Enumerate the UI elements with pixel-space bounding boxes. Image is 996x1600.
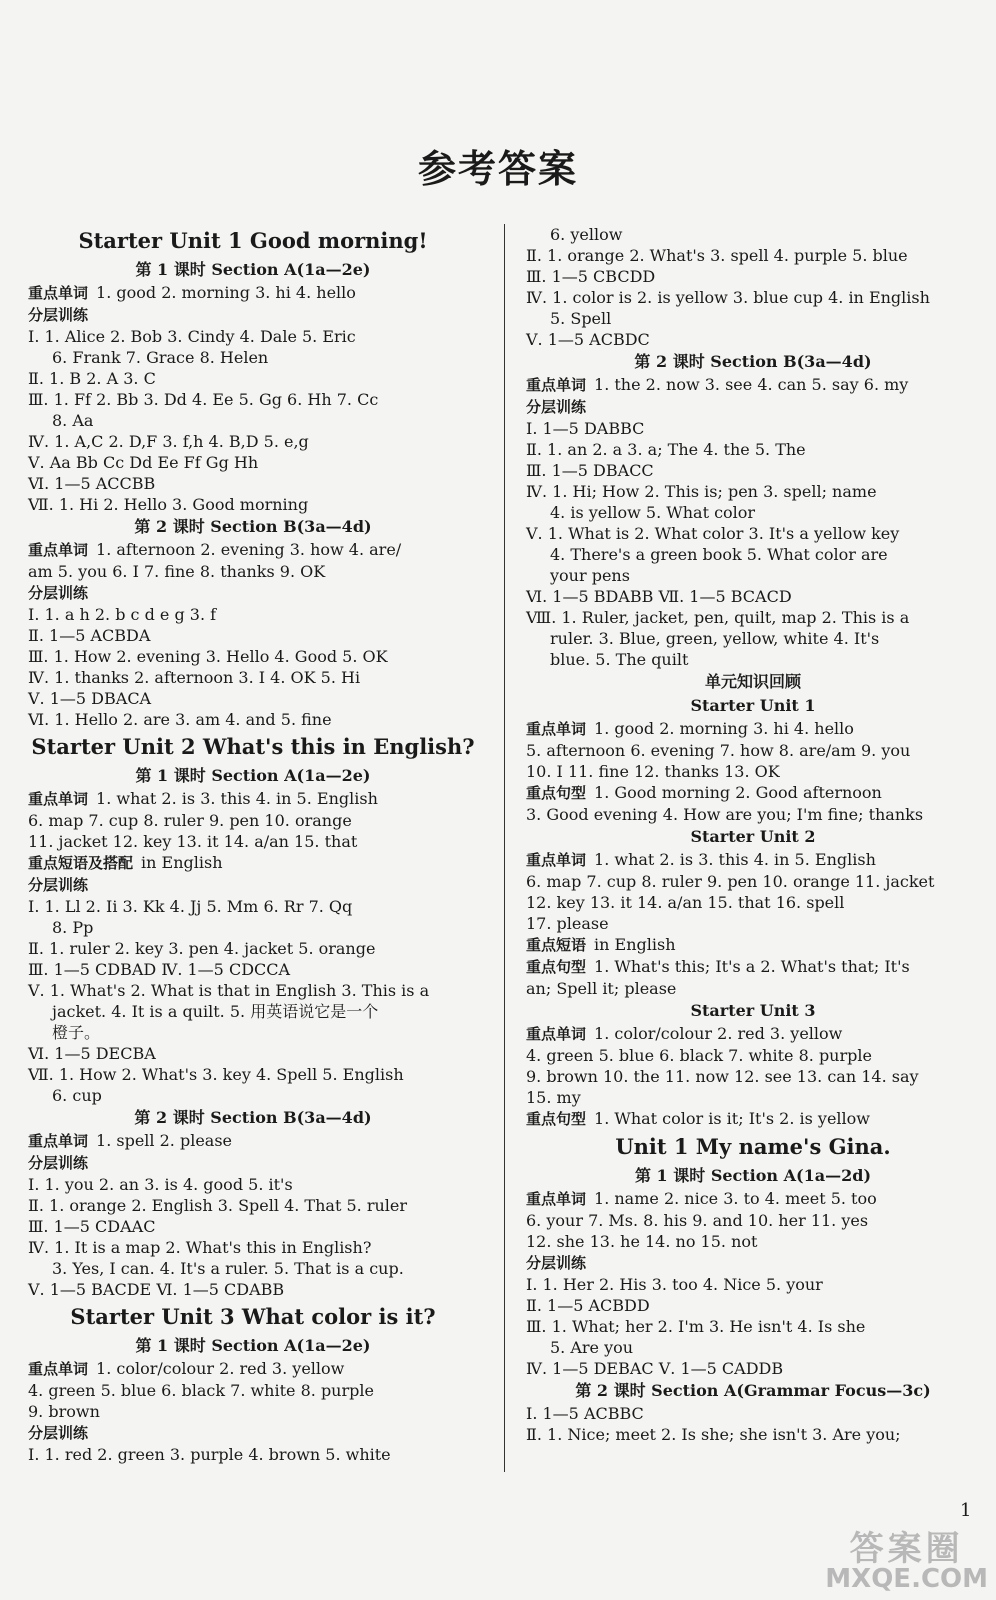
- answer-text: 1. good 2. morning 3. hi 4. hello: [594, 719, 854, 738]
- answer-line: 6. map 7. cup 8. ruler 9. pen 10. orange: [28, 811, 352, 830]
- answer-line: Ⅳ. 1. thanks 2. afternoon 3. I 4. OK 5. Hi: [28, 668, 361, 687]
- answer-text: 1. What's this; It's a 2. What's that; It's: [594, 957, 910, 976]
- answer-line: 11. jacket 12. key 13. it 14. a/an 15. that: [28, 832, 358, 851]
- section-tag: 重点单词: [526, 1025, 587, 1043]
- answer-line: Ⅱ. 1. orange 2. What's 3. spell 4. purple 5. blue: [526, 246, 908, 265]
- answer-line: [526, 934, 980, 956]
- answer-line: 15. my: [526, 1088, 581, 1107]
- answer-line: Ⅴ. 1. What is 2. What color 3. It's a yellow key: [526, 524, 900, 543]
- section-heading: 第 2 课时 Section B(3a—4d): [634, 352, 872, 371]
- section-heading: 第 2 课时 Section B(3a—4d): [134, 517, 372, 536]
- answer-line: [28, 1422, 478, 1444]
- answer-line: Ⅴ. 1—5 DBACA: [28, 689, 152, 708]
- section-tag: 重点单词: [28, 790, 89, 808]
- answer-line: [28, 304, 478, 326]
- answer-line: blue. 5. The quilt: [550, 650, 689, 669]
- answer-line: 橙子。: [52, 1023, 101, 1042]
- answer-line: Ⅰ. 1—5 ACBBC: [526, 1404, 644, 1423]
- answer-line: Ⅱ. 1. ruler 2. key 3. pen 4. jacket 5. orange: [28, 939, 376, 958]
- section-tag: 重点单词: [526, 851, 587, 869]
- answer-line: [526, 718, 980, 740]
- answer-line: 9. brown 10. the 11. now 12. see 13. can 14. say: [526, 1067, 919, 1086]
- answer-line: 4. green 5. blue 6. black 7. white 8. purple: [28, 1381, 374, 1400]
- answer-line: 4. There's a green book 5. What color are: [550, 545, 888, 564]
- answer-line: Ⅳ. 1. color is 2. is yellow 3. blue cup 4. in English: [526, 288, 930, 307]
- answer-line: Ⅵ. 1. Hello 2. are 3. am 4. and 5. fine: [28, 710, 332, 729]
- section-tag: 分层训练: [28, 306, 89, 324]
- answer-line: Ⅲ. 1. Ff 2. Bb 3. Dd 4. Ee 5. Gg 6. Hh 7. Cc: [28, 390, 379, 409]
- answer-line: [526, 374, 980, 396]
- watermark-logo-text: 答案圈: [849, 1529, 964, 1569]
- answer-line: Ⅰ. 1—5 DABBC: [526, 419, 645, 438]
- answer-line: [28, 874, 478, 896]
- section-tag: 重点句型: [526, 1110, 587, 1128]
- answer-line: Ⅴ. 1—5 BACDE Ⅵ. 1—5 CDABB: [28, 1280, 285, 1299]
- answer-text: 1. Good morning 2. Good afternoon: [594, 783, 882, 802]
- answer-line: Ⅰ. 1. Ll 2. Ii 3. Kk 4. Jj 5. Mm 6. Rr 7. Qq: [28, 897, 353, 916]
- answer-line: 4. green 5. blue 6. black 7. white 8. purple: [526, 1046, 872, 1065]
- answer-line: Ⅰ. 1. a h 2. b c d e g 3. f: [28, 605, 217, 624]
- section-heading: 第 1 课时 Section A(1a—2e): [135, 766, 371, 785]
- answer-line: [28, 852, 478, 874]
- answer-line: [526, 1108, 980, 1130]
- answer-line: Ⅲ. 1. What; her 2. I'm 3. He isn't 4. Is she: [526, 1317, 866, 1336]
- answer-line: Ⅲ. 1—5 CDAAC: [28, 1217, 156, 1236]
- section-tag: 分层训练: [28, 876, 89, 894]
- answer-line: 5. afternoon 6. evening 7. how 8. are/am 9. you: [526, 741, 911, 760]
- answer-text: 1. what 2. is 3. this 4. in 5. English: [594, 850, 876, 869]
- section-tag: 分层训练: [526, 398, 587, 416]
- section-tag: 重点句型: [526, 958, 587, 976]
- answer-line: Ⅶ. 1. How 2. What's 3. key 4. Spell 5. English: [28, 1065, 404, 1084]
- answer-line: Ⅳ. 1—5 DEBAC Ⅴ. 1—5 CADDB: [526, 1359, 784, 1378]
- watermark: [825, 1529, 988, 1594]
- unit-heading: Starter Unit 2 What's this in English?: [31, 734, 475, 759]
- column-divider: [504, 224, 505, 1472]
- answer-line: Ⅴ. 1. What's 2. What is that in English 3. This is a: [28, 981, 430, 1000]
- unit-heading: Starter Unit 1 Good morning!: [78, 228, 428, 253]
- answer-line: [28, 582, 478, 604]
- answer-text: 1. what 2. is 3. this 4. in 5. English: [96, 789, 378, 808]
- answer-line: Ⅷ. 1. Ruler, jacket, pen, quilt, map 2. This is a: [526, 608, 910, 627]
- answer-line: [28, 788, 478, 810]
- section-tag: 重点单词: [526, 720, 587, 738]
- answer-line: Ⅰ. 1. Alice 2. Bob 3. Cindy 4. Dale 5. Eric: [28, 327, 356, 346]
- answer-line: 6. map 7. cup 8. ruler 9. pen 10. orange 11. jacket: [526, 872, 935, 891]
- answer-line: Ⅶ. 1. Hi 2. Hello 3. Good morning: [28, 495, 309, 514]
- answer-line: 4. is yellow 5. What color: [550, 503, 756, 522]
- answer-line: Ⅵ. 1—5 ACCBB: [28, 474, 156, 493]
- answer-line: Ⅴ. Aa Bb Cc Dd Ee Ff Gg Hh: [28, 453, 259, 472]
- answer-line: 6. yellow: [550, 225, 623, 244]
- section-tag: 重点短语及搭配: [28, 854, 134, 872]
- answer-line: [526, 396, 980, 418]
- section-heading: 单元知识回顾: [704, 672, 801, 691]
- answer-line: [526, 1252, 980, 1274]
- answer-line: 5. Spell: [550, 309, 612, 328]
- answer-text: 1. the 2. now 3. see 4. can 5. say 6. my: [594, 375, 909, 394]
- left-column: [28, 224, 478, 1465]
- section-heading: 第 2 课时 Section A(Grammar Focus—3c): [575, 1381, 931, 1400]
- section-tag: 重点单词: [526, 1190, 587, 1208]
- answer-text: 1. afternoon 2. evening 3. how 4. are/: [96, 540, 402, 559]
- answer-line: Ⅳ. 1. A,C 2. D,F 3. f,h 4. B,D 5. e,g: [28, 432, 309, 451]
- answer-line: Ⅱ. 1—5 ACBDA: [28, 626, 151, 645]
- answer-line: 10. I 11. fine 12. thanks 13. OK: [526, 762, 780, 781]
- answer-line: 5. Are you: [550, 1338, 634, 1357]
- answer-line: 3. Good evening 4. How are you; I'm fine; thanks: [526, 805, 924, 824]
- answer-line: Ⅲ. 1. How 2. evening 3. Hello 4. Good 5. OK: [28, 647, 388, 666]
- answer-line: [28, 1358, 478, 1380]
- answer-line: Ⅰ. 1. you 2. an 3. is 4. good 5. it's: [28, 1175, 293, 1194]
- section-tag: 重点单词: [28, 1360, 89, 1378]
- answer-line: 8. Pp: [52, 918, 94, 937]
- answer-line: 6. cup: [52, 1086, 102, 1105]
- answer-line: [526, 1023, 980, 1045]
- answer-line: 3. Yes, I can. 4. It's a ruler. 5. That is a cup.: [52, 1259, 404, 1278]
- answer-line: 12. key 13. it 14. a/an 15. that 16. spell: [526, 893, 845, 912]
- unit-heading: Starter Unit 3 What color is it?: [70, 1304, 436, 1329]
- page-title: 参考答案: [417, 147, 578, 191]
- answer-line: Ⅵ. 1—5 DECBA: [28, 1044, 156, 1063]
- answer-text: 1. What color is it; It's 2. is yellow: [594, 1109, 870, 1128]
- answer-line: 17. please: [526, 914, 609, 933]
- answer-line: 6. your 7. Ms. 8. his 9. and 10. her 11. yes: [526, 1211, 869, 1230]
- answer-line: jacket. 4. It is a quilt. 5. 用英语说它是一个: [52, 1002, 379, 1021]
- section-heading: 第 1 课时 Section A(1a—2e): [135, 1336, 371, 1355]
- answer-line: Ⅱ. 1—5 ACBDD: [526, 1296, 650, 1315]
- answer-line: Ⅲ. 1—5 CBCDD: [526, 267, 656, 286]
- right-column: [526, 224, 980, 1445]
- section-tag: 重点单词: [28, 541, 89, 559]
- answer-text: 1. color/colour 2. red 3. yellow: [594, 1024, 843, 1043]
- section-tag: 重点单词: [526, 376, 587, 394]
- unit-heading: Unit 1 My name's Gina.: [615, 1134, 891, 1159]
- answer-line: Ⅳ. 1. It is a map 2. What's this in English?: [28, 1238, 372, 1257]
- answer-line: Ⅵ. 1—5 BDABB Ⅶ. 1—5 BCACD: [526, 587, 792, 606]
- section-tag: 重点短语: [526, 936, 587, 954]
- section-heading: 第 1 课时 Section A(1a—2d): [634, 1166, 872, 1185]
- section-heading: 第 2 课时 Section B(3a—4d): [134, 1108, 372, 1127]
- answer-line: [28, 1130, 478, 1152]
- answer-line: [526, 1188, 980, 1210]
- answer-text: in English: [594, 935, 676, 954]
- answer-line: 12. she 13. he 14. no 15. not: [526, 1232, 758, 1251]
- answer-text: 1. color/colour 2. red 3. yellow: [96, 1359, 345, 1378]
- section-heading: 第 1 课时 Section A(1a—2e): [135, 260, 371, 279]
- answer-text: 1. good 2. morning 3. hi 4. hello: [96, 283, 356, 302]
- answer-line: Ⅰ. 1. red 2. green 3. purple 4. brown 5. white: [28, 1445, 391, 1464]
- section-heading: Starter Unit 3: [690, 1001, 816, 1020]
- answer-line: Ⅱ. 1. B 2. A 3. C: [28, 369, 156, 388]
- answer-line: 9. brown: [28, 1402, 100, 1421]
- answer-line: 8. Aa: [52, 411, 94, 430]
- answer-line: Ⅲ. 1—5 CDBAD Ⅳ. 1—5 CDCCA: [28, 960, 291, 979]
- section-tag: 分层训练: [28, 1154, 89, 1172]
- answer-line: am 5. you 6. I 7. fine 8. thanks 9. OK: [28, 562, 326, 581]
- answer-line: Ⅱ. 1. Nice; meet 2. Is she; she isn't 3. Are you;: [526, 1425, 901, 1444]
- answer-text: 1. spell 2. please: [96, 1131, 233, 1150]
- section-tag: 分层训练: [526, 1254, 587, 1272]
- section-heading: Starter Unit 1: [690, 696, 816, 715]
- page-number: 1: [960, 1500, 972, 1521]
- answer-line: 6. Frank 7. Grace 8. Helen: [52, 348, 269, 367]
- section-tag: 分层训练: [28, 584, 89, 602]
- answer-text: in English: [141, 853, 223, 872]
- answer-line: [28, 1152, 478, 1174]
- answer-line: Ⅳ. 1. Hi; How 2. This is; pen 3. spell; name: [526, 482, 877, 501]
- answer-line: Ⅱ. 1. an 2. a 3. a; The 4. the 5. The: [526, 440, 806, 459]
- answer-line: Ⅱ. 1. orange 2. English 3. Spell 4. That 5. ruler: [28, 1196, 407, 1215]
- section-tag: 重点句型: [526, 784, 587, 802]
- answer-line: Ⅰ. 1. Her 2. His 3. too 4. Nice 5. your: [526, 1275, 823, 1294]
- answer-text: 1. name 2. nice 3. to 4. meet 5. too: [594, 1189, 877, 1208]
- answer-line: Ⅴ. 1—5 ACBDC: [526, 330, 650, 349]
- answer-line: [28, 539, 478, 561]
- answer-line: your pens: [550, 566, 630, 585]
- section-tag: 重点单词: [28, 1132, 89, 1150]
- answer-line: [526, 782, 980, 804]
- answer-line: an; Spell it; please: [526, 979, 677, 998]
- section-tag: 分层训练: [28, 1424, 89, 1442]
- section-tag: 重点单词: [28, 284, 89, 302]
- section-heading: Starter Unit 2: [690, 827, 816, 846]
- answer-line: [526, 849, 980, 871]
- answer-line: [28, 282, 478, 304]
- answer-line: Ⅲ. 1—5 DBACC: [526, 461, 654, 480]
- answer-line: [526, 956, 980, 978]
- answer-line: ruler. 3. Blue, green, yellow, white 4. It's: [550, 629, 880, 648]
- watermark-url: MXQE.COM: [825, 1564, 988, 1594]
